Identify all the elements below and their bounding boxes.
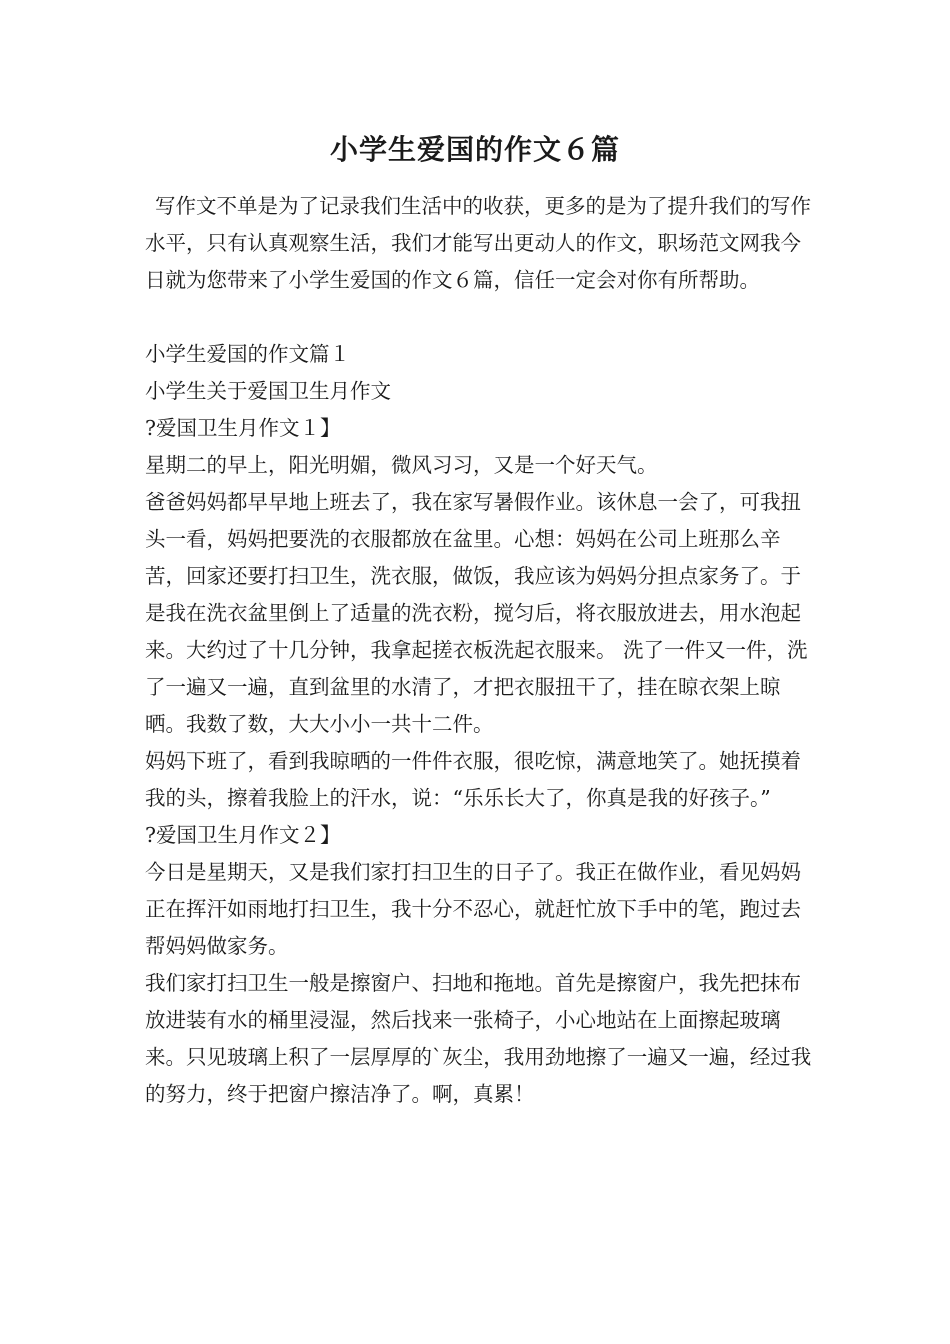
section-heading: 小学生爱国的作文篇１ [145, 342, 350, 366]
document-body [145, 188, 815, 1113]
essay-2-paragraph-2: 我们家打扫卫生一般是擦窗户、扫地和拖地。首先是擦窗户，我先把抹布放进装有水的桶里浸湿，然后找来一张椅子，小心地站在上面擦起玻璃来。只见玻璃上积了一层厚厚的`灰尘，我用劲地擦了一遍又一遍，经过我的努力，终于把窗户擦洁净了。啊，真累！ [145, 971, 812, 1106]
essay-1-paragraph-3: 妈妈下班了，看到我晾晒的一件件衣服，很吃惊，满意地笑了。她抚摸着我的头，擦着我脸上的汗水，说：“乐乐长大了，你真是我的好孩子。” [145, 749, 801, 810]
essay-2-heading: ?爱国卫生月作文２】 [145, 823, 341, 847]
paragraph-gap [145, 299, 815, 336]
essay-1-paragraph-2: 爸爸妈妈都早早地上班去了，我在家写暑假作业。该休息一会了，可我扭头一看，妈妈把要洗的衣服都放在盆里。心想：妈妈在公司上班那么辛苦，回家还要打扫卫生，洗衣服，做饭，我应该为妈妈分担点家务了。于是我在洗衣盆里倒上了适量的洗衣粉，搅匀后，将衣服放进去，用水泡起来。大约过了十几分钟，我拿起搓衣板洗起衣服来。 洗了一件又一件，洗了一遍又一遍，直到盆里的水清了，才把衣服扭干了，挂在晾衣架上晾晒。我数了数，大大小小一共十二件。 [145, 490, 808, 736]
intro-paragraph: 写作文不单是为了记录我们生活中的收获，更多的是为了提升我们的写作水平，只有认真观察生活，我们才能写出更动人的作文，职场范文网我今日就为您带来了小学生爱国的作文６篇，信任一定会对你有所帮助。 [145, 194, 811, 292]
essay-2-paragraph-1: 今日是星期天，又是我们家打扫卫生的日子了。我正在做作业，看见妈妈正在挥汗如雨地打扫卫生，我十分不忍心，就赶忙放下手中的笔，跑过去帮妈妈做家务。 [145, 860, 801, 958]
essay-1-paragraph-1: 星期二的早上，阳光明媚，微风习习，又是一个好天气。 [145, 453, 658, 477]
essay-1-heading: ?爱国卫生月作文１】 [145, 416, 341, 440]
essay-subtitle: 小学生关于爱国卫生月作文 [145, 379, 391, 403]
document-title: 小学生爱国的作文６篇 [329, 133, 620, 166]
